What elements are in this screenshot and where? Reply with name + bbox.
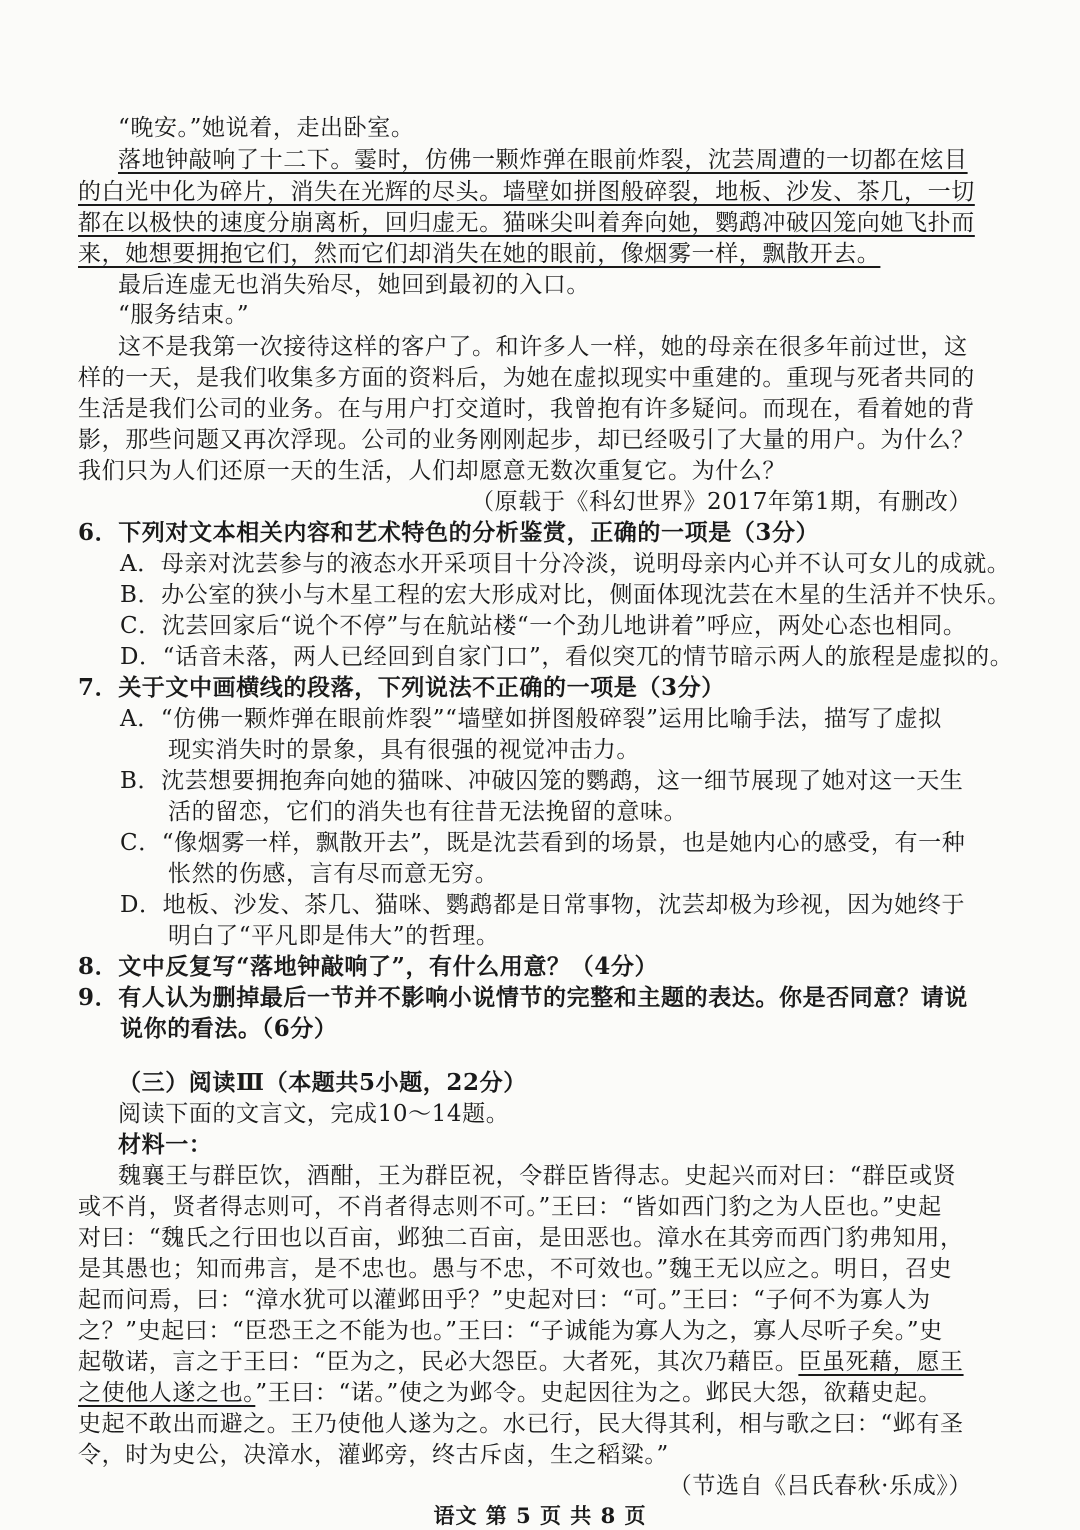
material-label: 材料一： xyxy=(118,1131,213,1158)
classical-source: （节选自《吕氏春秋·乐成》） xyxy=(668,1473,972,1499)
section-3-instruction: 阅读下面的文言文，完成10～14题。 xyxy=(118,1101,510,1127)
classical-text: 起敬诺，言之于王曰：“臣为之，民必大怨臣。大者死，其次乃藉臣。 xyxy=(78,1349,799,1375)
question-7-option-b-cont: 活的留恋，它们的消失也有往昔无法挽留的意味。 xyxy=(168,799,688,825)
passage-line-underlined: 落地钟敲响了十二下。霎时，仿佛一颗炸弹在眼前炸裂，沈芸周遭的一切都在炫目 xyxy=(118,147,968,173)
classical-line: 魏襄王与群臣饮，酒酣，王为群臣祝，令群臣皆得志。史起兴而对曰：“群臣或贤 xyxy=(118,1163,957,1189)
question-6-stem: 6．下列对文本相关内容和艺术特色的分析鉴赏，正确的一项是（3分） xyxy=(78,519,820,546)
passage-line-underlined: 都在以极快的速度分崩离析，回归虚无。猫咪尖叫着奔向她，鹦鹉冲破囚笼向她飞扑而 xyxy=(78,210,975,236)
section-3-heading: （三）阅读Ⅲ（本题共5小题，22分） xyxy=(118,1069,527,1096)
passage-line-underlined: 来，她想要拥抱它们，然而它们却消失在她的眼前，像烟雾一样，飘散开去。 xyxy=(78,241,881,267)
question-8: 8．文中反复写“落地钟敲响了”，有什么用意？（4分） xyxy=(78,953,659,980)
passage-line: 最后连虚无也消失殆尽，她回到最初的入口。 xyxy=(118,272,590,298)
classical-line: 之？”史起曰：“臣恐王之不能为也。”王曰：“子诚能为寡人为之，寡人尽听子矣。”史 xyxy=(78,1318,943,1344)
question-7-option-c: C．“像烟雾一样，飘散开去”，既是沈芸看到的场景，也是她内心的感受，有一种 xyxy=(120,830,966,856)
question-7-option-a-cont: 现实消失时的景象，具有很强的视觉冲击力。 xyxy=(168,737,640,763)
passage-line: “晚安。”她说着，走出卧室。 xyxy=(118,115,415,141)
passage-line-underlined: 的白光中化为碎片，消失在光辉的尽头。墙壁如拼图般碎裂，地板、沙发、茶几，一切 xyxy=(78,179,975,205)
question-6-option-c: C．沈芸回家后“说个不停”与在航站楼“一个劲儿地讲着”呼应，两处心态也相同。 xyxy=(120,613,967,639)
passage-line: 影，那些问题又再次浮现。公司的业务刚刚起步，却已经吸引了大量的用户。为什么？ xyxy=(78,427,975,453)
passage-line: 生活是我们公司的业务。在与用户打交道时，我曾抱有许多疑问。而现在，看着她的背 xyxy=(78,396,975,422)
classical-line: 是其愚也；知而弗言，是不忠也。愚与不忠，不可效也。”魏王无以应之。明日，召史 xyxy=(78,1256,953,1282)
question-6-option-a: A．母亲对沈芸参与的液态水开采项目十分冷淡，说明母亲内心并不认可女儿的成就。 xyxy=(120,551,1011,577)
classical-line: 或不肖，贤者得志则可，不肖者得志则不可。”王曰：“皆如西门豹之为人臣也。”史起 xyxy=(78,1194,942,1220)
classical-line: 史起不敢出而避之。王乃使他人遂为之。水已行，民大得其利，相与歌之曰：“邺有圣 xyxy=(78,1411,964,1437)
passage-line: 我们只为人们还原一天的生活，人们却愿意无数次重复它。为什么？ xyxy=(78,458,786,484)
question-9-line2: 说你的看法。（6分） xyxy=(120,1015,338,1042)
classical-underlined: 之使他人遂之也。 xyxy=(78,1380,256,1406)
question-7-option-a: A．“仿佛一颗炸弹在眼前炸裂”“墙壁如拼图般碎裂”运用比喻手法，描写了虚拟 xyxy=(120,706,942,732)
question-9-line1: 9．有人认为删掉最后一节并不影响小说情节的完整和主题的表达。你是否同意？请说 xyxy=(78,984,968,1011)
question-6-option-b: B．办公室的狭小与木星工程的宏大形成对比，侧面体现沈芸在木星的生活并不快乐。 xyxy=(120,582,1011,608)
classical-line xyxy=(78,1378,942,1408)
question-7-stem: 7．关于文中画横线的段落，下列说法不正确的一项是（3分） xyxy=(78,674,725,701)
passage-line: “服务结束。” xyxy=(118,302,250,328)
question-7-option-c-cont: 怅然的伤感，言有尽而意无穷。 xyxy=(168,861,499,887)
question-7-option-d: D．地板、沙发、茶几、猫咪、鹦鹉都是日常事物，沈芸却极为珍视，因为她终于 xyxy=(120,892,966,918)
question-7-option-d-cont: 明白了“平凡即是伟大”的哲理。 xyxy=(168,923,500,949)
classical-line: 对曰：“魏氏之行田也以百亩，邺独二百亩，是田恶也。漳水在其旁而西门豹弗知用， xyxy=(78,1225,964,1251)
classical-line xyxy=(78,1347,964,1377)
question-7-option-b: B．沈芸想要拥抱奔向她的猫咪、冲破囚笼的鹦鹉，这一细节展现了她对这一天生 xyxy=(120,768,964,794)
passage-line: 这不是我第一次接待这样的客户了。和许多人一样，她的母亲在很多年前过世，这 xyxy=(118,334,968,360)
question-6-option-d: D．“话音未落，两人已经回到自家门口”，看似突兀的情节暗示两人的旅程是虚拟的。 xyxy=(120,644,1014,670)
passage-line: 样的一天，是我们收集多方面的资料后，为她在虚拟现实中重建的。重现与死者共同的 xyxy=(78,365,975,391)
classical-line: 令，时为史公，决漳水，灌邺旁，终古斥卤，生之稻粱。” xyxy=(78,1442,669,1468)
source-note: （原载于《科幻世界》2017年第1期，有删改） xyxy=(471,489,972,515)
classical-text: ”王曰：“诺。”使之为邺令。史起因往为之。邺民大怨，欲藉史起。 xyxy=(255,1380,942,1406)
classical-underlined: 臣虽死藉，愿王 xyxy=(798,1349,964,1375)
classical-line: 起而问焉，曰：“漳水犹可以灌邺田乎？”史起对曰：“可。”王曰：“子何不为寡人为 xyxy=(78,1287,931,1313)
page-footer: 语文 第 5 页 共 8 页 xyxy=(433,1503,647,1528)
